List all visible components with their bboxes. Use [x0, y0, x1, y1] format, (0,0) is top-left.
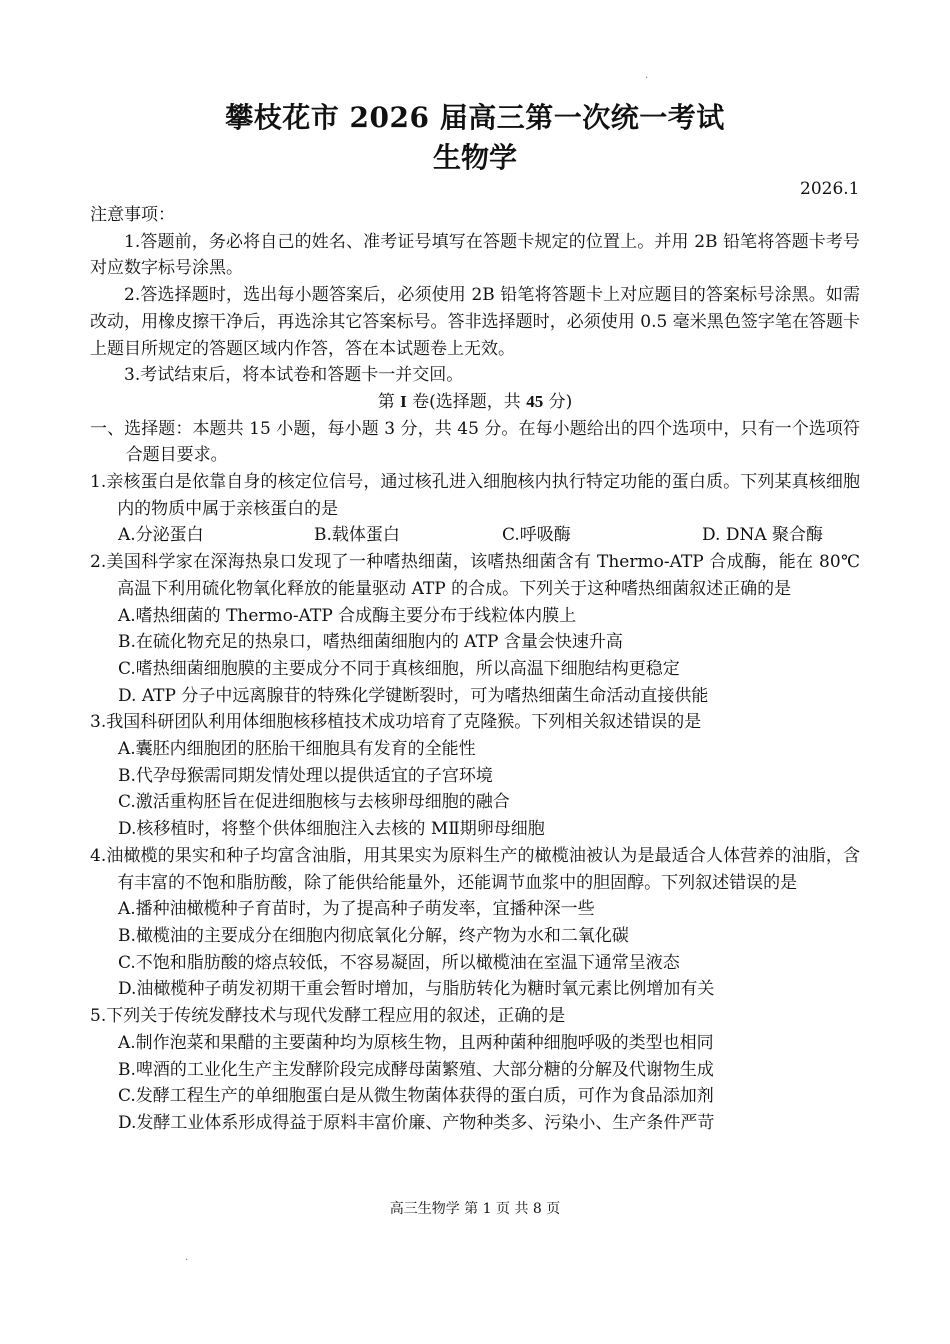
section-roman: I [400, 391, 407, 411]
option: A.制作泡菜和果醋的主要菌种均为原核生物，且两种菌种细胞呼吸的类型也相同 [118, 1032, 714, 1053]
subject-title: 生物学 [432, 141, 517, 174]
option: B.在硫化物充足的热泉口，嗜热细菌细胞内的 ATP 含量会快速升高 [118, 632, 623, 653]
option: A.嗜热细菌的 Thermo-ATP 合成酶主要分布于线粒体内膜上 [118, 605, 577, 626]
question-stem: 2.美国科学家在深海热泉口发现了一种嗜热细菌，该嗜热细菌含有 Thermo-ATP 合成酶，能在 80℃高温下利用硫化物氧化释放的能量驱动 ATP 的合成。下列关于这种嗜热细菌叙述正确的是 [90, 552, 860, 599]
option: C.激活重构胚旨在促进细胞核与去核卵母细胞的融合 [118, 792, 510, 813]
option: C.不饱和脂肪酸的熔点较低，不容易凝固，所以橄榄油在室温下通常呈液态 [118, 952, 680, 973]
option: B.代孕母猴需同期发情处理以提供适宜的子宫环境 [118, 765, 493, 786]
scan-dot: . [185, 1252, 189, 1263]
options-row [90, 522, 860, 549]
section-pre: 第 [377, 391, 401, 412]
scan-dot: . [645, 70, 649, 81]
exam-content [90, 202, 860, 1137]
section-post: 分) [543, 391, 573, 412]
option: D. DNA 聚合酶 [702, 525, 824, 546]
option: C.发酵工程生产的单细胞蛋白是从微生物菌体获得的蛋白质，可作为食品添加剂 [118, 1086, 714, 1107]
option: D. ATP 分子中远离腺苷的特殊化学键断裂时，可为嗜热细菌生命活动直接供能 [118, 685, 709, 706]
notice-item: 3.考试结束后，将本试卷和答题卡一并交回。 [124, 365, 464, 386]
option: D.发酵工业体系形成得益于原料丰富价廉、产物种类多、污染小、生产条件严苛 [118, 1112, 715, 1133]
question-stem: 3.我国科研团队利用体细胞核移植技术成功培育了克隆猴。下列相关叙述错误的是 [90, 712, 702, 733]
section-mid: 卷(选择题，共 [406, 391, 527, 412]
section-heading [90, 389, 860, 416]
option: A.分泌蛋白 [118, 525, 204, 546]
option: D.油橄榄种子萌发初期干重会暂时增加，与脂肪转化为糖时氧元素比例增加有关 [118, 979, 715, 1000]
exam-title: 攀枝花市 2026 届高三第一次统一考试 [225, 101, 725, 134]
option: A.囊胚内细胞团的胚胎干细胞具有发育的全能性 [118, 739, 476, 760]
part-instructions: 一、选择题：本题共 15 小题，每小题 3 分，共 45 分。在每小题给出的四个选项中，只有一个选项符合题目要求。 [90, 418, 860, 466]
question-stem: 4.油橄榄的果实和种子均富含油脂，用其果实为原料生产的橄榄油被认为是最适合人体营养的油脂，含有丰富的不饱和脂肪酸，除了能供给能量外，还能调节血浆中的胆固醇。下列叙述错误的是 [90, 845, 860, 893]
option: C.呼吸酶 [502, 525, 571, 546]
exam-date: 2026.1 [800, 179, 860, 199]
option: B.啤酒的工业化生产主发酵阶段完成酵母菌繁殖、大部分糖的分解及代谢物生成 [118, 1059, 714, 1080]
question-stem: 1.亲核蛋白是依靠自身的核定位信号，通过核孔进入细胞核内执行特定功能的蛋白质。下列某真核细胞内的物质中属于亲核蛋白的是 [90, 472, 860, 519]
option: C.嗜热细菌细胞膜的主要成分不同于真核细胞，所以高温下细胞结构更稳定 [118, 658, 680, 679]
question-stem: 5.下列关于传统发酵技术与现代发酵工程应用的叙述，正确的是 [90, 1006, 566, 1027]
option: D.核移植时，将整个供体细胞注入去核的 MⅡ期卵母细胞 [118, 819, 545, 840]
notice-item: 2.答选择题时，选出每小题答案后，必须使用 2B 铅笔将答题卡上对应题目的答案标号涂黑。如需改动，用橡皮擦干净后，再选涂其它答案标号。答非选择题时，必须使用 0.5 毫米黑色签字笔在答题卡上题目所规定的答题区域内作答，答在本试题卷上无效。 [90, 285, 860, 359]
notice-item: 1.答题前，务必将自己的姓名、准考证号填写在答题卡规定的位置上。并用 2B 铅笔将答题卡考号对应数字标号涂黑。 [90, 231, 860, 279]
option: B.橄榄油的主要成分在细胞内彻底氧化分解，终产物为水和二氧化碳 [118, 925, 629, 946]
notice-heading: 注意事项： [90, 205, 175, 225]
option: A.播种油橄榄种子育苗时，为了提高种子萌发率，宜播种深一些 [118, 899, 595, 920]
section-score: 45 [526, 391, 544, 411]
page-footer: 高三生物学 第 1 页 共 8 页 [389, 1201, 561, 1217]
option: B.载体蛋白 [314, 525, 400, 546]
